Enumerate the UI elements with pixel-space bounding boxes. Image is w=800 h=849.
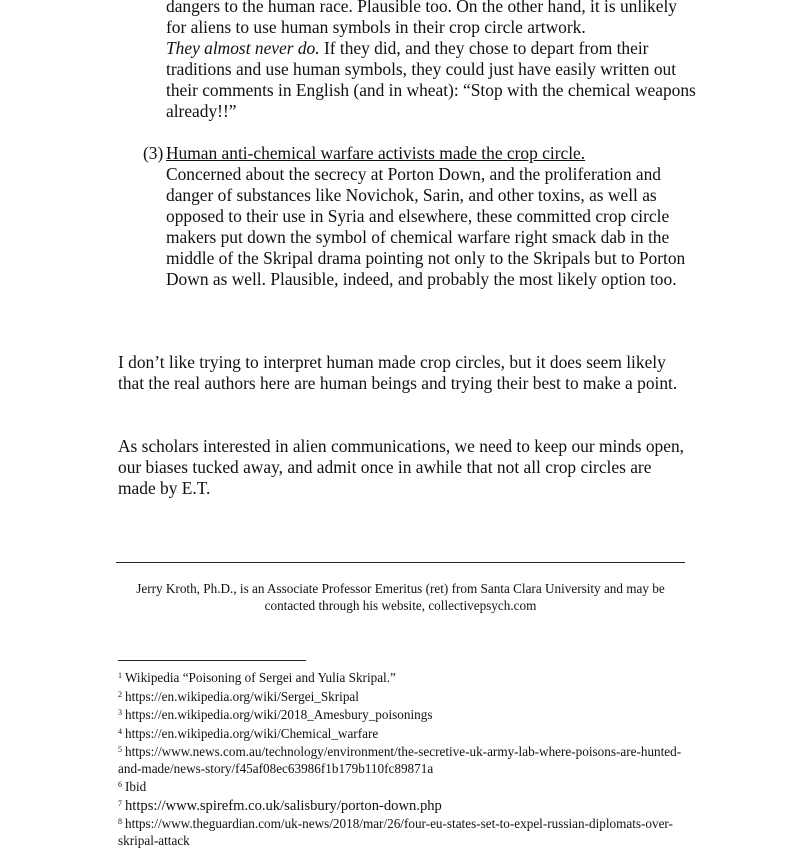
body-paragraph-1: I don’t like trying to interpret human made crop circles, but it does seem likely that the real authors here are human beings and trying their best to make a point. (118, 352, 678, 393)
footnote-number: 8 (118, 817, 122, 826)
footnote-1 (118, 668, 688, 687)
footnote-number: 7 (118, 798, 122, 808)
footnote-2 (118, 687, 688, 706)
footnote-8 (118, 814, 688, 849)
footnote-number: 3 (118, 708, 122, 717)
list-item-2-line: dangers to the human race. Plausible too. On the other hand, it is unlikely for aliens to use human symbols in their crop circle artwork. (166, 0, 677, 37)
footnote-5 (118, 742, 688, 777)
footnote-number: 2 (118, 689, 122, 699)
footnote-link[interactable]: https://www.theguardian.com/uk-news/2018/mar/26/four-eu-states-set-to-expel-russian-diplomats-over-skripal-attack (118, 816, 673, 848)
footnote-4 (118, 724, 688, 743)
list-item-2-italic: They almost never do. (166, 38, 320, 58)
footnote-text: Wikipedia “Poisoning of Sergei and Yulia Skripal.” (125, 670, 396, 685)
footnote-link[interactable]: https://www.news.com.au/technology/environment/the-secretive-uk-army-lab-where-poisons-are-hunted-and-made/news-story/f45af08ec63986f1b179b110fc89871a (118, 744, 682, 776)
footnote-number: 1 (118, 671, 122, 680)
footnote-7 (118, 796, 688, 815)
footnote-link[interactable]: https://en.wikipedia.org/wiki/Sergei_Skripal (125, 688, 359, 704)
list-item-3-number: (3) (143, 143, 164, 163)
body-paragraph-2: As scholars interested in alien communications, we need to keep our minds open, our biases tucked away, and admit once in awhile that not all crop circles are made by E.T. (118, 436, 685, 498)
footnote-number: 5 (118, 745, 122, 754)
list-item-3-title: Human anti-chemical warfare activists made the crop circle. (166, 143, 586, 163)
footnote-text: Ibid (125, 779, 147, 794)
footnote-number: 6 (118, 780, 122, 789)
footnote-link[interactable]: https://en.wikipedia.org/wiki/2018_Amesbury_poisonings (125, 707, 433, 722)
footnote-link[interactable]: https://www.spirefm.co.uk/salisbury/porton-down.php (125, 797, 442, 814)
list-item-3-body: Concerned about the secrecy at Porton Down, and the proliferation and danger of substances like Novichok, Sarin, and other toxins, as well as opposed to their use in Syria and elsewhere, these committed crop circle makers put down the symbol of chemical warfare right smack dab in the middle of the Skripal drama pointing not only to the Skripals but to Porton Down as well. Plausible, indeed, and probably the most likely option too. (166, 164, 686, 289)
list-item-2-rest: If they did, and they chose to depart from their traditions and use human symbols, they could just have easily written out their comments in English (and in wheat): “Stop with the chemical weapons already!!” (166, 38, 696, 121)
footnote-6 (118, 777, 688, 796)
footnote-number: 4 (118, 726, 122, 736)
footnotes-list (118, 668, 688, 849)
footnote-separator (118, 660, 306, 661)
footnote-3 (118, 705, 688, 724)
separator-rule (116, 562, 685, 563)
list-item-2-text (166, 0, 696, 122)
footnote-link[interactable]: https://en.wikipedia.org/wiki/Chemical_warfare (125, 725, 379, 741)
author-bio: Jerry Kroth, Ph.D., is an Associate Professor Emeritus (ret) from Santa Clara University and may be contacted through his website, collectivepsych.com (136, 581, 665, 613)
list-item-3-text (166, 143, 696, 290)
